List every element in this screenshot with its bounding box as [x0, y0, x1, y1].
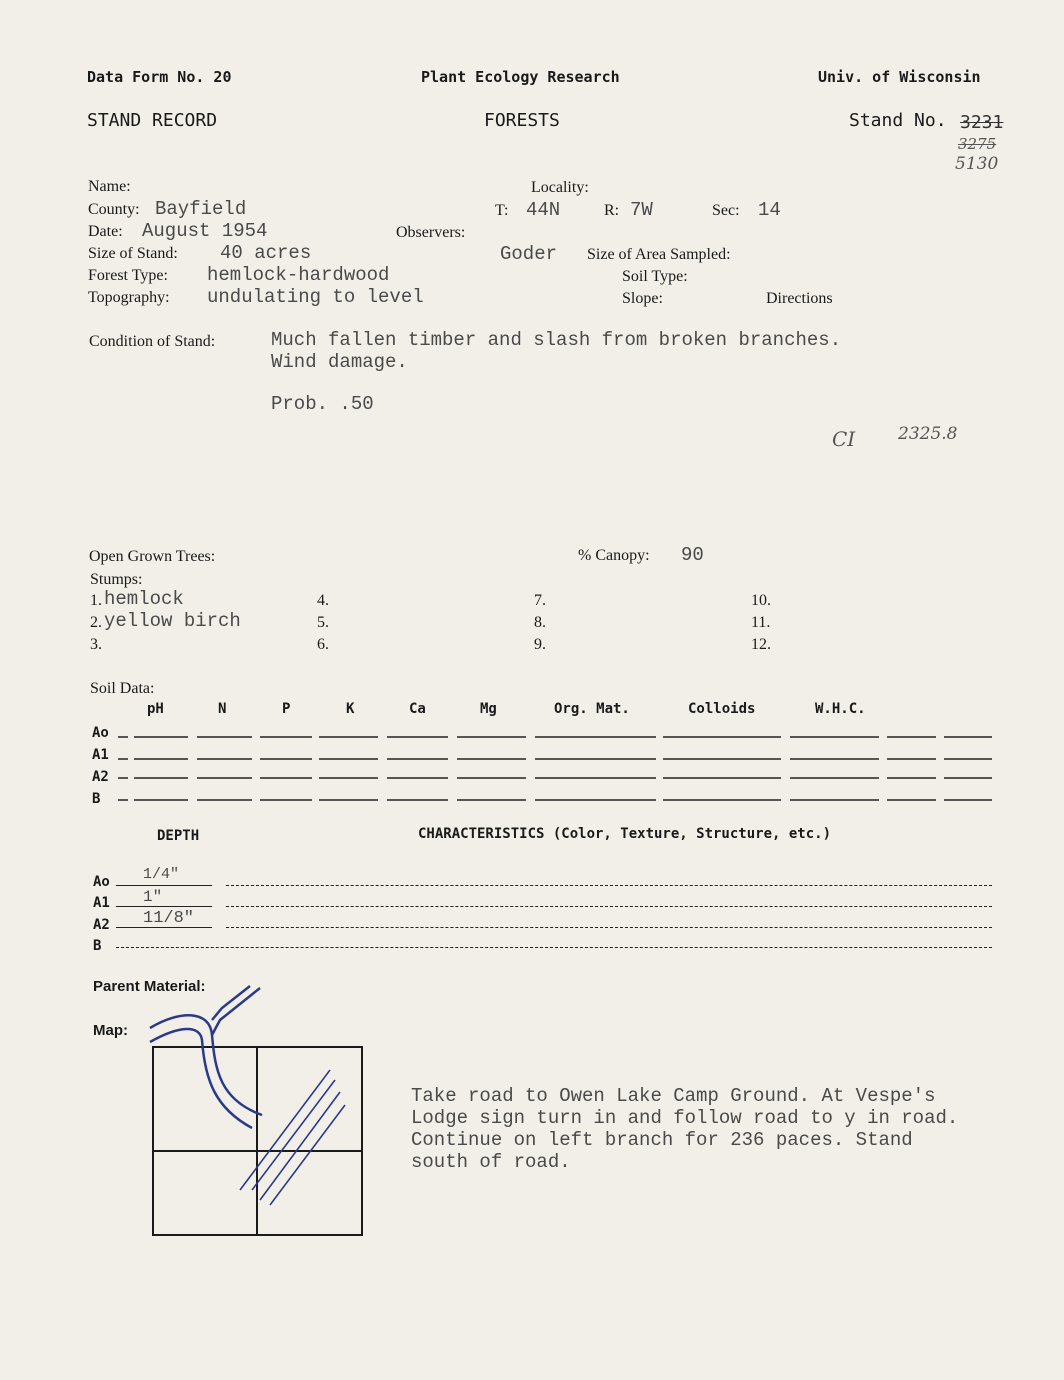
- organization: Plant Ecology Research: [421, 68, 620, 86]
- stand-number: 5130: [955, 154, 999, 174]
- horizon-depth: 11/8": [143, 909, 195, 928]
- forest-type-value: hemlock-hardwood: [207, 264, 390, 286]
- university: Univ. of Wisconsin: [818, 68, 981, 86]
- stump-number: 5.: [317, 614, 329, 631]
- topography-value: undulating to level: [207, 286, 424, 308]
- location-map: [140, 980, 380, 1260]
- horizon-label: B: [93, 938, 102, 954]
- soil-data-label: Soil Data:: [90, 680, 155, 697]
- date-label: Date:: [88, 223, 123, 240]
- soil-col-header: W.H.C.: [815, 701, 866, 717]
- stump-number: 1.: [90, 592, 102, 609]
- record-title: STAND RECORD: [87, 110, 218, 131]
- section-label: Sec:: [712, 202, 740, 219]
- stump-number: 2.: [90, 614, 102, 631]
- range-label: R:: [604, 202, 620, 219]
- stand-number-struck: 3231: [960, 112, 1004, 133]
- soil-row-label: B: [92, 791, 101, 807]
- horizon-label: A2: [93, 917, 110, 933]
- stump-number: 3.: [90, 636, 102, 653]
- soil-col-header: Colloids: [688, 701, 756, 717]
- stump-species: yellow birch: [104, 610, 241, 632]
- stump-number: 12.: [751, 636, 771, 653]
- soil-row-label: A1: [92, 747, 109, 763]
- locality-label: Locality:: [531, 179, 589, 196]
- township-label: T:: [495, 202, 509, 219]
- soil-row-label: A2: [92, 769, 109, 785]
- category-title: FORESTS: [484, 110, 560, 131]
- directions-line-4: south of road.: [411, 1151, 571, 1173]
- stand-label: Stand No.: [849, 110, 947, 131]
- directions-line-3: Continue on left branch for 236 paces. Stand: [411, 1129, 913, 1151]
- soil-col-header: Org. Mat.: [554, 701, 630, 717]
- observer-value: Goder: [500, 243, 558, 265]
- stump-number: 8.: [534, 614, 546, 631]
- directions-line-1: Take road to Owen Lake Camp Ground. At Vespe's: [411, 1085, 936, 1107]
- horizon-label: A1: [93, 895, 110, 911]
- soil-type-label: Soil Type:: [622, 268, 688, 285]
- depth-header: DEPTH: [157, 828, 200, 844]
- stump-number: 10.: [751, 592, 771, 609]
- condition-line-2: Wind damage.: [271, 351, 408, 373]
- ci-label: CI: [832, 427, 856, 451]
- slope-label: Slope:: [622, 290, 663, 307]
- stump-number: 6.: [317, 636, 329, 653]
- stand-hatch: [240, 1070, 345, 1205]
- horizon-label: Ao: [93, 874, 110, 890]
- canopy-value: 90: [681, 544, 704, 566]
- directions-line-2: Lodge sign turn in and follow road to y in road.: [411, 1107, 959, 1129]
- range-value: 7W: [630, 199, 653, 221]
- forest-type-label: Forest Type:: [88, 267, 168, 284]
- county-value: Bayfield: [155, 198, 247, 220]
- stump-number: 9.: [534, 636, 546, 653]
- township-value: 44N: [526, 199, 561, 221]
- horizon-depth: 1": [143, 888, 163, 906]
- ci-value: 2325.8: [898, 424, 958, 444]
- soil-col-header: pH: [147, 701, 164, 717]
- condition-label: Condition of Stand:: [89, 333, 216, 350]
- stump-species: hemlock: [104, 588, 184, 610]
- observers-label: Observers:: [396, 224, 466, 241]
- form-number: Data Form No. 20: [87, 68, 232, 86]
- canopy-label: % Canopy:: [578, 547, 650, 564]
- date-value: August 1954: [142, 220, 268, 242]
- stand-number-alt: 3275: [958, 135, 997, 153]
- stumps-label: Stumps:: [90, 571, 143, 588]
- soil-col-header: N: [218, 701, 227, 717]
- map-label: Map:: [93, 1022, 128, 1039]
- section-value: 14: [758, 199, 781, 221]
- directions-label: Directions: [766, 290, 833, 307]
- stump-number: 11.: [751, 614, 771, 631]
- area-sampled-label: Size of Area Sampled:: [587, 246, 731, 263]
- stump-number: 7.: [534, 592, 546, 609]
- size-label: Size of Stand:: [88, 245, 178, 262]
- county-label: County:: [88, 201, 140, 218]
- name-label: Name:: [88, 178, 131, 195]
- soil-row-label: Ao: [92, 725, 109, 741]
- soil-col-header: K: [346, 701, 355, 717]
- topography-label: Topography:: [88, 289, 170, 306]
- probability-value: Prob. .50: [271, 393, 374, 415]
- characteristics-header: CHARACTERISTICS (Color, Texture, Structure, etc.): [418, 826, 832, 842]
- horizon-depth: 1/4": [143, 866, 180, 883]
- stump-number: 4.: [317, 592, 329, 609]
- soil-col-header: P: [282, 701, 291, 717]
- open-grown-label: Open Grown Trees:: [89, 548, 216, 565]
- road-lines: [150, 986, 262, 1128]
- condition-line-1: Much fallen timber and slash from broken branches.: [271, 329, 842, 351]
- soil-col-header: Ca: [409, 701, 426, 717]
- parent-material-label: Parent Material:: [93, 978, 206, 995]
- size-value: 40 acres: [220, 242, 312, 264]
- soil-col-header: Mg: [480, 701, 497, 717]
